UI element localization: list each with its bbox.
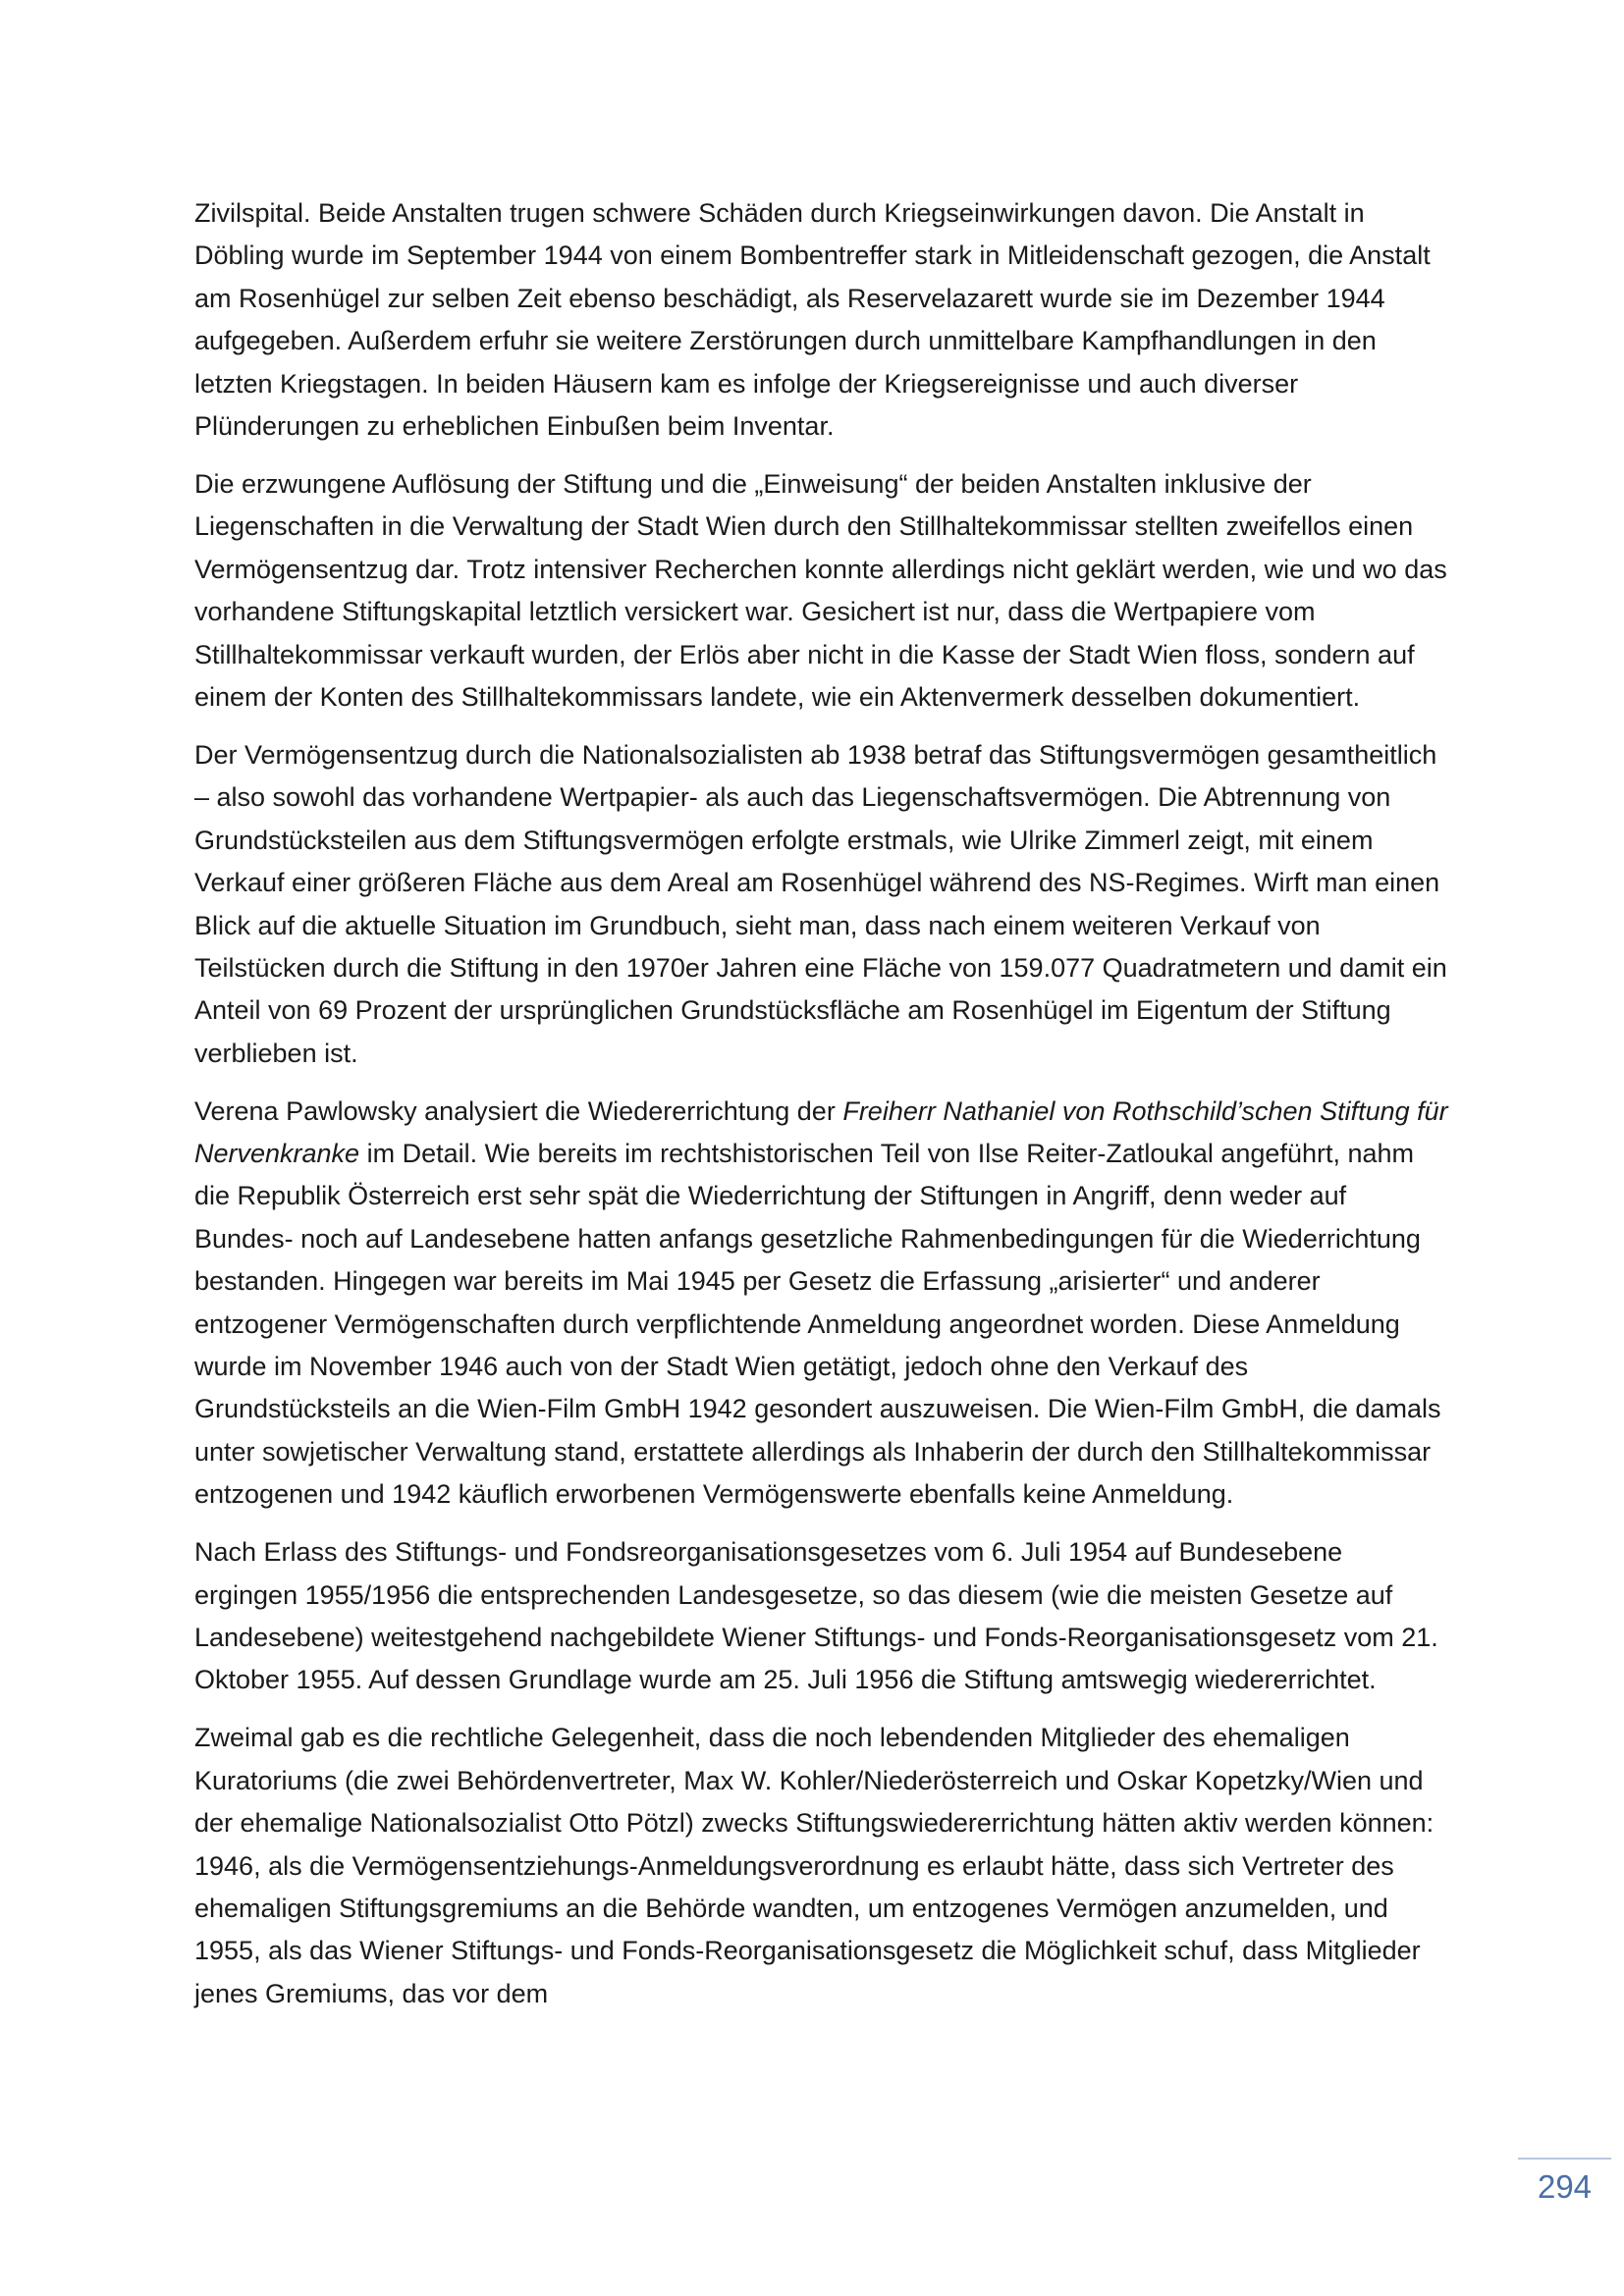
paragraph-1: Zivilspital. Beide Anstalten trugen schwere Schäden durch Kriegseinwirkungen davon. Die Anstalt in Döbling wurde im September 1944 von einem Bombentreffer stark in Mitleidenschaft gezogen, die Anstalt am Rosenhügel zur selben Zeit ebenso beschädigt, als Reservelazarett wurde sie im Dezember 1944 aufgegeben. Außerdem erfuhr sie weitere Zerstörungen durch unmittelbare Kampfhandlungen in den letzten Kriegstagen. In beiden Häusern kam es infolge der Kriegsereignisse und auch diverser Plünderungen zu erheblichen Einbußen beim Inventar. — [194, 198, 1431, 442]
paragraph-3: Der Vermögensentzug durch die Nationalsozialisten ab 1938 betraf das Stiftungsvermögen gesamtheitlich – also sowohl das vorhandene Wertpapier- als auch das Liegenschaftsvermögen. Die Abtrennung von Grundstücksteilen aus dem Stiftungsvermögen erfolgte erstmals, wie Ulrike Zimmerl zeigt, mit einem Verkauf einer größeren Fläche aus dem Areal am Rosenhügel während des NS-Regimes. Wirft man einen Blick auf die aktuelle Situation im Grundbuch, sieht man, dass nach einem weiteren Verkauf von Teilstücken durch die Stiftung in den 1970er Jahren eine Fläche von 159.077 Quadratmetern und damit ein Anteil von 69 Prozent der ursprünglichen Grundstücksfläche am Rosenhügel im Eigentum der Stiftung verblieben ist. — [194, 739, 1447, 1068]
footer-divider — [1518, 2158, 1611, 2160]
document-body — [194, 192, 1449, 2031]
paragraph-2: Die erzwungene Auflösung der Stiftung und die „Einweisung“ der beiden Anstalten inklusive der Liegenschaften in die Verwaltung der Stadt Wien durch den Stillhaltekommissar stellten zweifellos einen Vermögensentzug dar. Trotz intensiver Recherchen konnte allerdings nicht geklärt werden, wie und wo das vorhandene Stiftungskapital letztlich versickert war. Gesichert ist nur, dass die Wertpapiere vom Stillhaltekommissar verkauft wurden, der Erlös aber nicht in die Kasse der Stadt Wien floss, sondern auf einem der Konten des Stillhaltekommissars landete, wie ein Aktenvermerk desselben dokumentiert. — [194, 468, 1447, 712]
paragraph-4-rest: im Detail. Wie bereits im rechtshistorischen Teil von Ilse Reiter-Zatloukal angeführt, nahm die Republik Österreich erst sehr spät die Wiederrichtung der Stiftungen in Angriff, denn weder auf Bundes- noch auf Landesebene hatten anfangs gesetzliche Rahmenbedingungen für die Wiederrichtung bestanden. Hingegen war bereits im Mai 1945 per Gesetz die Erfassung „arisierter“ und anderer entzogener Vermögenschaften durch verpflichtende Anmeldung angeordnet worden. Diese Anmeldung wurde im November 1946 auch von der Stadt Wien getätigt, jedoch ohne den Verkauf des Grundstücksteils an die Wien-Film GmbH 1942 gesondert auszuweisen. Die Wien-Film GmbH, die damals unter sowjetischer Verwaltung stand, erstattete allerdings als Inhaberin der durch den Stillhaltekommissar entzogenen und 1942 käuflich erworbenen Vermögenswerte ebenfalls keine Anmeldung. — [194, 1139, 1441, 1510]
foundation-name-italic: Freiherr Nathaniel von Rothschild’schen Stiftung für Nervenkranke — [194, 1095, 1448, 1169]
paragraph-5: Nach Erlass des Stiftungs- und Fondsreorganisationsgesetzes vom 6. Juli 1954 auf Bundesebene ergingen 1955/1956 die entsprechenden Landesgesetze, so das diesem (wie die meisten Gesetze auf Landesebene) weitestgehend nachgebildete Wiener Stiftungs- und Fonds-Reorganisationsgesetz vom 21. Oktober 1955. Auf dessen Grundlage wurde am 25. Juli 1956 die Stiftung amtswegig wiedererrichtet. — [194, 1537, 1438, 1695]
page-number: 294 — [1537, 2168, 1593, 2205]
paragraph-6: Zweimal gab es die rechtliche Gelegenheit, dass die noch lebendenden Mitglieder des ehemaligen Kuratoriums (die zwei Behördenvertreter, Max W. Kohler/Niederösterreich und Oskar Kopetzky/Wien und der ehemalige Nationalsozialist Otto Pötzl) zwecks Stiftungswiedererrichtung hätten aktiv werden können: 1946, als die Vermögensentziehungs-Anmeldungsverordnung es erlaubt hätte, dass sich Vertreter des ehemaligen Stiftungsgremiums an die Behörde wandten, um entzogenes Vermögen anzumelden, und 1955, als das Wiener Stiftungs- und Fonds-Reorganisationsgesetz die Möglichkeit schuf, dass Mitglieder jenes Gremiums, das vor dem — [194, 1723, 1435, 2008]
paragraph-4 — [194, 1091, 1449, 1517]
paragraph-4-lead: Verena Pawlowsky analysiert die Wiedererrichtung der — [194, 1095, 843, 1126]
